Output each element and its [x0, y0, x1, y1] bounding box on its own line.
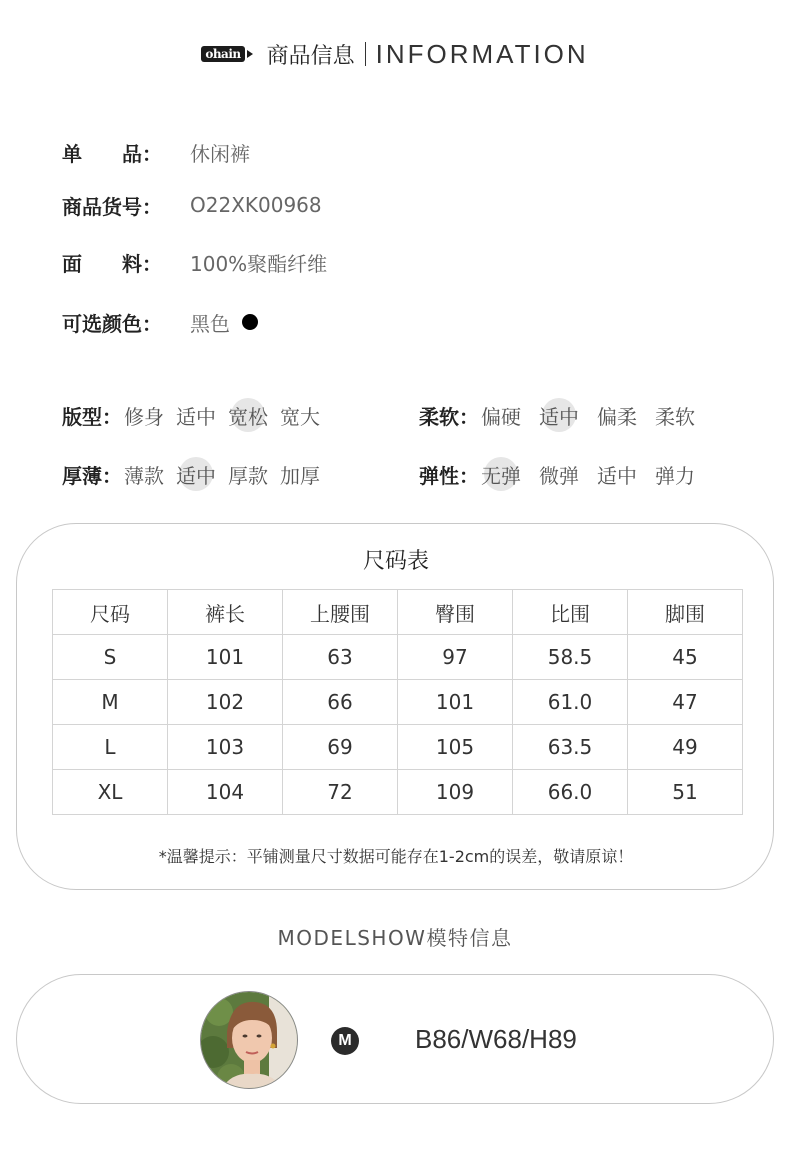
table-cell: 66.0 [513, 770, 628, 815]
attr-option: 弹力 [655, 463, 695, 488]
table-row [53, 635, 743, 680]
brand-logo [201, 46, 252, 62]
header-divider [365, 42, 366, 66]
size-table [52, 589, 743, 815]
table-cell: 47 [628, 680, 743, 725]
attr-option: 宽大 [280, 404, 320, 429]
header-title-en: INFORMATION [375, 38, 589, 69]
table-cell: 58.5 [513, 635, 628, 680]
model-avatar [200, 991, 298, 1089]
size-chart-title: 尺码表 [362, 549, 429, 574]
info-row-item [62, 137, 250, 167]
attr-option: 柔软 [655, 404, 695, 429]
attr-option-selected: 适中 [176, 460, 216, 489]
attr-elasticity [419, 459, 695, 489]
table-cell: L [53, 725, 168, 770]
attr-fit [62, 400, 320, 430]
attr-option: 加厚 [280, 463, 320, 488]
table-header-cell: 臀围 [398, 590, 513, 635]
attr-label: 柔软： [419, 404, 479, 429]
info-label: 单 品： [62, 141, 162, 166]
attr-option: 适中 [176, 404, 216, 429]
table-cell: M [53, 680, 168, 725]
color-swatch [242, 314, 258, 330]
model-size-badge: M [331, 1027, 359, 1055]
table-cell: 104 [168, 770, 283, 815]
table-cell: 101 [398, 680, 513, 725]
info-value: 休闲裤 [190, 141, 250, 166]
model-measurements: B86/W68/H89 [415, 1024, 577, 1054]
table-cell: 63 [283, 635, 398, 680]
table-cell: 66 [283, 680, 398, 725]
size-chart-card [16, 523, 774, 890]
attr-thickness [62, 459, 320, 489]
table-cell: 51 [628, 770, 743, 815]
attr-option: 厚款 [228, 463, 268, 488]
table-cell: 102 [168, 680, 283, 725]
table-cell: S [53, 635, 168, 680]
model-card [16, 974, 774, 1104]
brand-logo-text: ohain [201, 46, 244, 62]
attr-option: 偏柔 [597, 404, 637, 429]
model-portrait-image [201, 992, 298, 1089]
attr-option: 薄款 [124, 463, 164, 488]
table-header-cell: 比围 [513, 590, 628, 635]
header-title-cn: 商品信息 [266, 43, 355, 69]
size-note: *温馨提示：平铺测量尺寸数据可能存在1-2cm的误差，敬请原谅！ [158, 847, 634, 866]
attr-label: 弹性： [419, 463, 479, 488]
attr-option: 偏硬 [481, 404, 521, 429]
table-cell: 69 [283, 725, 398, 770]
model-section-title: MODELSHOW模特信息 [277, 926, 513, 950]
table-header-cell: 尺码 [53, 590, 168, 635]
table-cell: 72 [283, 770, 398, 815]
table-cell: 49 [628, 725, 743, 770]
attr-label: 版型： [62, 404, 122, 429]
table-row [53, 725, 743, 770]
attr-option: 适中 [597, 463, 637, 488]
table-cell: 101 [168, 635, 283, 680]
info-label: 商品货号： [62, 194, 162, 219]
attr-label: 厚薄： [62, 463, 122, 488]
attr-softness [419, 400, 695, 430]
table-header-cell: 裤长 [168, 590, 283, 635]
info-value: O22XK00968 [190, 193, 322, 217]
table-row [53, 770, 743, 815]
color-name: 黑色 [190, 311, 230, 336]
info-row-sku [62, 190, 322, 220]
table-header-row [53, 590, 743, 635]
info-row-fabric [62, 247, 327, 277]
attr-option: 修身 [124, 404, 164, 429]
table-header-cell: 脚围 [628, 590, 743, 635]
table-cell: 97 [398, 635, 513, 680]
play-arrow-icon [247, 50, 253, 58]
info-value: 100%聚酯纤维 [190, 251, 328, 276]
attr-option-selected: 适中 [539, 401, 579, 430]
attr-option-selected: 宽松 [228, 401, 268, 430]
table-row [53, 680, 743, 725]
table-cell: 61.0 [513, 680, 628, 725]
table-header-cell: 上腰围 [283, 590, 398, 635]
table-cell: 45 [628, 635, 743, 680]
table-cell: 105 [398, 725, 513, 770]
info-row-color [62, 307, 258, 337]
info-label: 可选颜色： [62, 311, 162, 336]
info-value [190, 308, 258, 337]
attr-option-selected: 无弹 [481, 460, 521, 489]
attr-option: 微弹 [539, 463, 579, 488]
info-label: 面 料： [62, 251, 162, 276]
page-header [0, 36, 790, 72]
table-cell: 103 [168, 725, 283, 770]
table-cell: 109 [398, 770, 513, 815]
table-cell: XL [53, 770, 168, 815]
table-cell: 63.5 [513, 725, 628, 770]
